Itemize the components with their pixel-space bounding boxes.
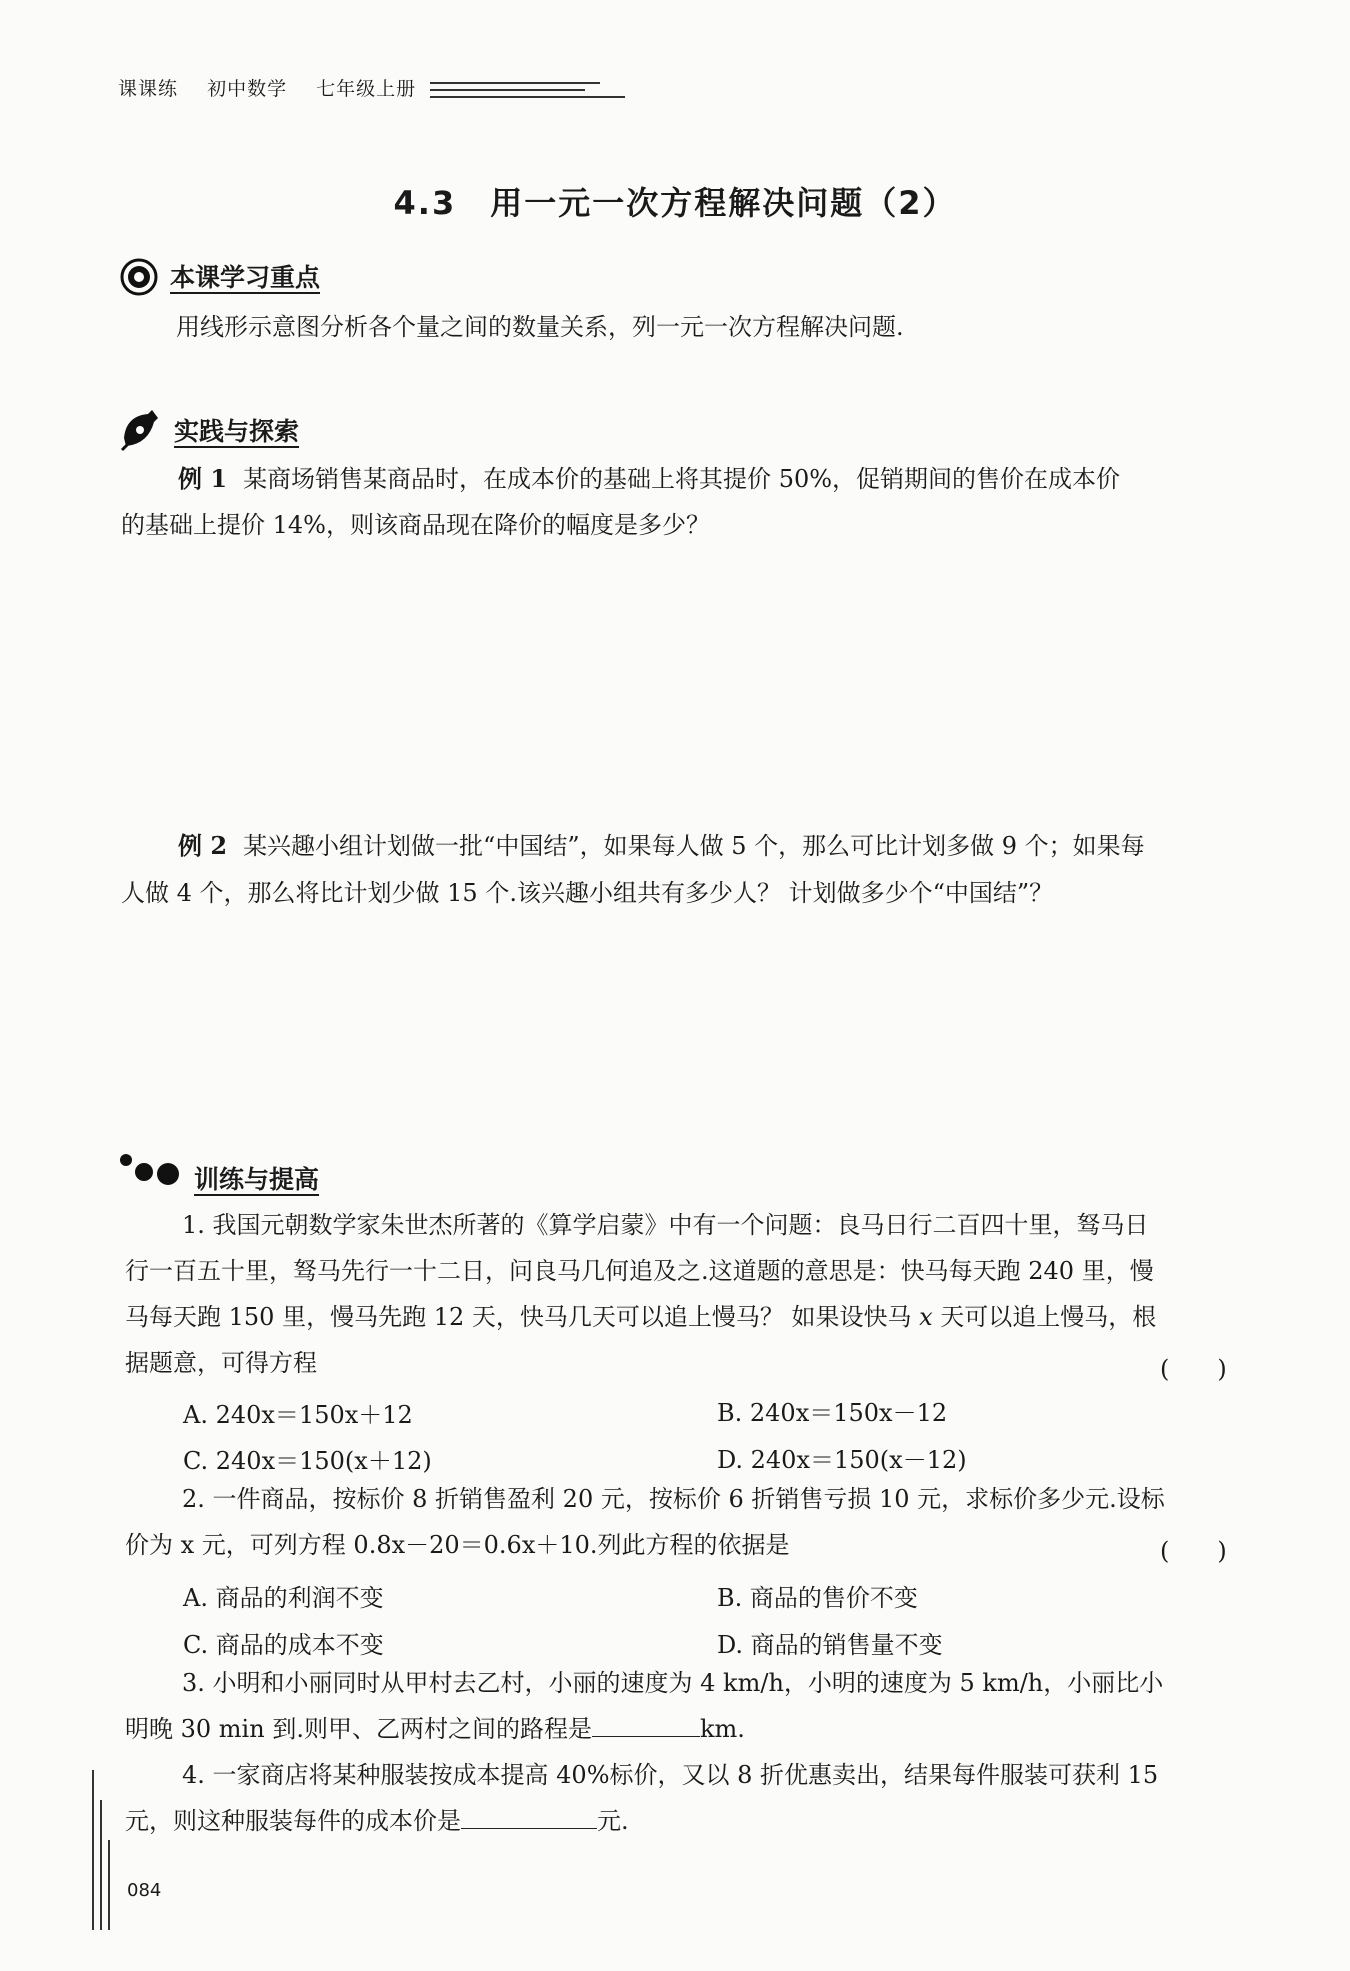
training-heading: 训练与提高	[194, 1165, 320, 1194]
q2-line1: 2. 一件商品，按标价 8 折销售盈利 20 元，按标价 6 折销售亏损 10 元，求标价多少元.设标	[182, 1485, 1165, 1513]
q4-line2b: 元.	[597, 1807, 629, 1835]
q4-answer-blank[interactable]	[461, 1804, 597, 1829]
lesson-title: 4.3 用一元一次方程解决问题（2）	[393, 184, 957, 222]
q1-variable: x	[919, 1303, 933, 1331]
margin-line	[92, 1770, 94, 1930]
q2-option-c: C. 商品的成本不变	[183, 1631, 384, 1659]
example-2-line1: 某兴趣小组计划做一批“中国结”，如果每人做 5 个，那么可比计划多做 9 个；如果每	[243, 832, 1145, 860]
example-2	[178, 822, 1145, 870]
q1-option-d: D. 240x＝150(x－12)	[717, 1446, 967, 1474]
example-1	[178, 455, 1120, 503]
example-1-line1: 某商场销售某商品时，在成本价的基础上将其提价 50%，促销期间的售价在成本价	[243, 465, 1121, 493]
focus-heading: 本课学习重点	[170, 263, 321, 292]
q3-line2b: km.	[699, 1715, 745, 1743]
q1-line3b: 天可以追上慢马，根	[932, 1303, 1157, 1331]
q3-answer-blank[interactable]	[592, 1712, 700, 1737]
subject-name: 初中数学	[207, 78, 288, 100]
running-header	[118, 74, 438, 101]
volume-name: 七年级上册	[316, 78, 417, 100]
q1-line1: 1. 我国元朝数学家朱世杰所著的《算学启蒙》中有一个问题：良马日行二百四十里，驽马日	[182, 1211, 1149, 1239]
q1-line3a: 马每天跑 150 里，慢马先跑 12 天，快马几天可以追上慢马？ 如果设快马	[125, 1303, 920, 1331]
q2-line2: 价为 x 元，可列方程 0.8x－20＝0.6x＋10.列此方程的依据是	[125, 1531, 790, 1559]
header-rule	[430, 89, 585, 91]
example-2-line2: 人做 4 个，那么将比计划少做 15 个.该兴趣小组共有多少人？ 计划做多少个“中国结”？	[121, 879, 1054, 907]
page-number: 084	[127, 1880, 162, 1901]
q3-line2a: 明晚 30 min 到.则甲、乙两村之间的路程是	[125, 1715, 592, 1743]
q1-line4: 据题意，可得方程	[125, 1349, 317, 1377]
q3-line2	[125, 1706, 745, 1753]
header-rule	[430, 96, 625, 98]
q1-line2: 行一百五十里，驽马先行一十二日，问良马几何追及之.这道题的意思是：快马每天跑 240 里，慢	[125, 1257, 1154, 1285]
q2-option-d: D. 商品的销售量不变	[717, 1631, 943, 1659]
q1-line3	[125, 1294, 1156, 1341]
example-1-label: 例 1	[178, 464, 228, 493]
example-1-line2: 的基础上提价 14%，则该商品现在降价的幅度是多少？	[121, 511, 710, 539]
margin-line	[108, 1840, 110, 1930]
q2-option-b: B. 商品的售价不变	[717, 1584, 918, 1612]
series-name: 课课练	[118, 78, 179, 100]
q4-line2a: 元，则这种服装每件的成本价是	[125, 1807, 461, 1835]
pen-icon	[118, 408, 164, 452]
example-2-label: 例 2	[178, 831, 228, 860]
q3-line1: 3. 小明和小丽同时从甲村去乙村，小丽的速度为 4 km/h，小明的速度为 5 km/h，小丽比小	[182, 1669, 1164, 1697]
q2-answer-paren: ( )	[1160, 1537, 1227, 1565]
target-icon	[120, 258, 158, 296]
header-rule	[430, 82, 600, 84]
focus-text: 用线形示意图分析各个量之间的数量关系，列一元一次方程解决问题.	[176, 313, 904, 341]
q1-option-b: B. 240x＝150x－12	[717, 1399, 948, 1427]
q4-line1: 4. 一家商店将某种服装按成本提高 40%标价，又以 8 折优惠卖出，结果每件服装可获利 15	[182, 1761, 1159, 1789]
practice-heading: 实践与探索	[174, 417, 300, 446]
margin-line	[100, 1800, 102, 1930]
q1-option-c: C. 240x＝150(x＋12)	[183, 1447, 432, 1475]
q1-answer-paren: ( )	[1160, 1355, 1227, 1383]
q1-option-a: A. 240x＝150x＋12	[183, 1401, 413, 1429]
q4-line2	[125, 1798, 629, 1845]
q2-option-a: A. 商品的利润不变	[183, 1584, 384, 1612]
dots-icon	[118, 1152, 188, 1186]
